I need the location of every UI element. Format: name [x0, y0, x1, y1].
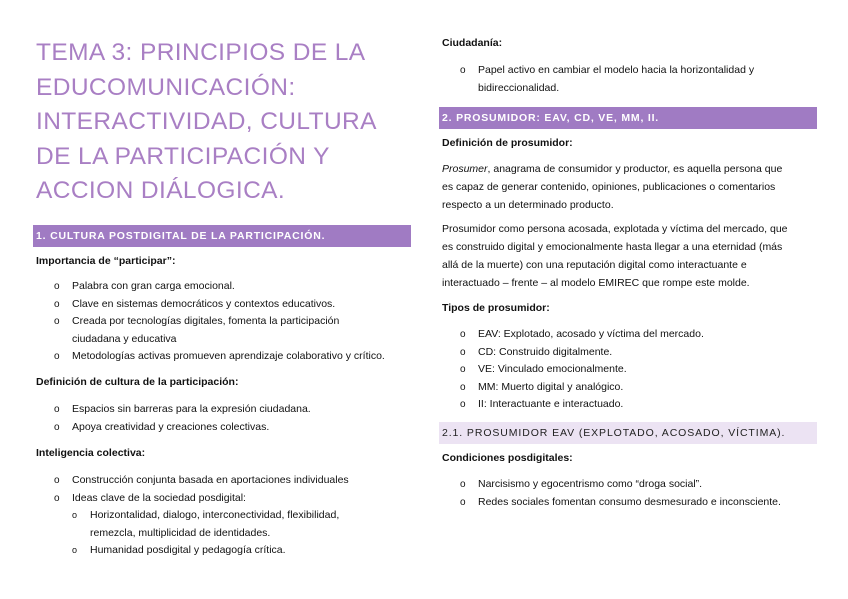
heading-condiciones-posdigitales: Condiciones posdigitales: [442, 452, 573, 464]
heading-importancia: Importancia de “participar”: [36, 255, 176, 267]
paragraph-prosumidor-acosado: Prosumidor como persona acosada, explotada y víctima del mercado, que es construido digital y emocionalmente hasta llegar a una eternidad (más allá de la muerte) con una reputación digital como interactuante e interactuado – frente – al modelo EMIREC que rompe este molde. [442, 223, 788, 289]
list-tipos-prosumidor [442, 326, 822, 414]
list-item: o Metodologías activas promueven aprendizaje colaborativo y crítico. [36, 348, 416, 366]
list-item-continuation: ciudadana y educativa [72, 332, 177, 345]
section-heading-prosumidor: 2. PROSUMIDOR: EAV, CD, VE, MM, II. [439, 107, 817, 129]
document-title: TEMA 3: PRINCIPIOS DE LA EDUCOMUNICACIÓN: INTERACTIVIDAD, CULTURA DE LA PARTICIPACIÓN Y ACCION DIÁLOGICA. [36, 39, 376, 204]
list-item: o Redes sociales fomentan consumo desmesurado e inconsciente. [442, 494, 832, 512]
bullet-marker: o [72, 545, 78, 555]
bullet-marker: o [460, 364, 466, 375]
heading-ciudadania: Ciudadanía: [442, 37, 503, 49]
paragraph-prosumer: Prosumer, anagrama de consumidor y productor, es aquella persona que es capaz de generar contenido, opiniones, publicaciones o comentarios respecto a un determinado producto. [442, 163, 783, 211]
list-item: o CD: Construido digitalmente. [442, 344, 822, 362]
bullet-marker: o [460, 346, 466, 358]
list-item: o Papel activo en cambiar el modelo hacia la horizontalidad y [442, 62, 832, 80]
list-definicion-cultura [36, 401, 416, 436]
sub-list-item: o Humanidad posdigital y pedagogía crítica. [36, 542, 416, 560]
section-heading-cultura-postdigital: 1. CULTURA POSTDIGITAL DE LA PARTICIPACIÓN. [33, 225, 411, 247]
bullet-marker: o [460, 381, 466, 393]
list-item: o MM: Muerto digital y analógico. [442, 379, 822, 397]
bullet-marker: o [72, 510, 78, 520]
list-importancia [36, 278, 416, 366]
bullet-marker: o [460, 65, 466, 76]
bullet-marker: o [54, 421, 60, 433]
list-item: o Apoya creatividad y creaciones colectivas. [36, 419, 416, 437]
bullet-marker: o [54, 281, 60, 292]
section-heading-prosumidor-eav: 2.1. PROSUMIDOR EAV (EXPLOTADO, ACOSADO, VÍCTIMA). [439, 422, 817, 444]
list-condiciones-posdigitales [442, 476, 832, 511]
bullet-marker: o [54, 475, 60, 486]
list-item: o Espacios sin barreras para la expresión ciudadana. [36, 401, 416, 419]
list-item: o Clave en sistemas democráticos y contextos educativos. [36, 296, 416, 314]
list-item: o Creada por tecnologías digitales, fomenta la participación [36, 313, 416, 331]
list-item: o II: Interactuante e interactuado. [442, 396, 822, 414]
bullet-marker: o [460, 399, 466, 410]
bullet-marker: o [460, 496, 466, 508]
bullet-marker: o [460, 479, 466, 490]
bullet-marker: o [54, 316, 60, 327]
bullet-marker: o [460, 329, 466, 340]
heading-definicion-prosumidor: Definición de prosumidor: [442, 137, 573, 149]
bullet-marker: o [54, 351, 60, 362]
list-ciudadania [442, 62, 832, 97]
list-item: o Ideas clave de la sociedad posdigital: [36, 490, 416, 508]
bullet-marker: o [54, 404, 60, 415]
list-item-continuation: bidireccionalidad. [478, 81, 560, 94]
bullet-marker: o [54, 492, 60, 504]
bullet-marker: o [54, 298, 60, 310]
list-inteligencia-colectiva [36, 472, 416, 560]
list-item: o VE: Vinculado emocionalmente. [442, 361, 822, 379]
list-item: o Narcisismo y egocentrismo como “droga social”. [442, 476, 832, 494]
list-item: o EAV: Explotado, acosado y víctima del mercado. [442, 326, 822, 344]
sub-list-item: o Horizontalidad, dialogo, interconectividad, flexibilidad, [36, 507, 416, 525]
list-item: o Construcción conjunta basada en aportaciones individuales [36, 472, 416, 490]
heading-tipos-prosumidor: Tipos de prosumidor: [442, 302, 550, 314]
sub-list-item-continuation: remezcla, multiplicidad de identidades. [90, 526, 271, 539]
heading-definicion-cultura: Definición de cultura de la participación: [36, 376, 239, 388]
list-item: o Palabra con gran carga emocional. [36, 278, 416, 296]
heading-inteligencia-colectiva: Inteligencia colectiva: [36, 447, 146, 459]
